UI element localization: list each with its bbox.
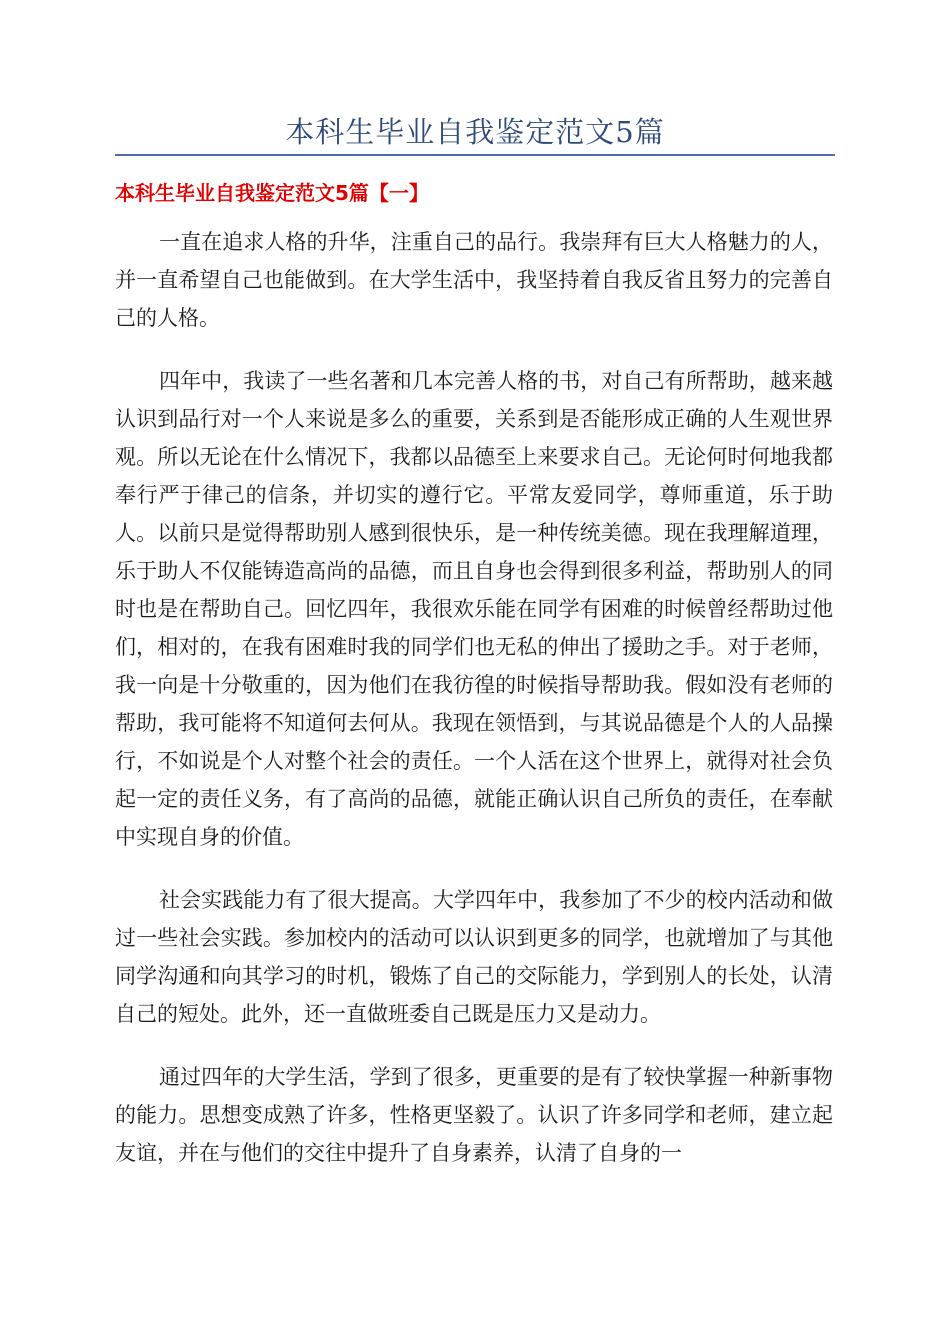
paragraph-4: 通过四年的大学生活，学到了很多，更重要的是有了较快掌握一种新事物的能力。思想变成熟了许多，性格更坚毅了。认识了许多同学和老师，建立起友谊，并在与他们的交往中提升了自身素养，认清了自身的一 [115, 1065, 833, 1165]
paragraph-3: 社会实践能力有了很大提高。大学四年中，我参加了不少的校内活动和做过一些社会实践。参加校内的活动可以认识到更多的同学，也就增加了与其他同学沟通和向其学习的时机，锻炼了自己的交际能力，学到别人的长处，认清自己的短处。此外，还一直做班委自己既是压力又是动力。 [115, 888, 833, 1026]
paragraph-1: 一直在追求人格的升华，注重自己的品行。我崇拜有巨大人格魅力的人，并一直希望自己也能做到。在大学生活中，我坚持着自我反省且努力的完善自己的人格。 [115, 230, 833, 330]
section-heading: 本科生毕业自我鉴定范文5篇【一】 [115, 181, 429, 205]
document-title: 本科生毕业自我鉴定范文5篇 [285, 115, 665, 149]
paragraph-2: 四年中，我读了一些名著和几本完善人格的书，对自己有所帮助，越来越认识到品行对一个人来说是多么的重要，关系到是否能形成正确的人生观世界观。所以无论在什么情况下，我都以品德至上来要求自己。无论何时何地我都奉行严于律己的信条，并切实的遵行它。平常友爱同学，尊师重道，乐于助人。以前只是觉得帮助别人感到很快乐，是一种传统美德。现在我理解道理，乐于助人不仅能铸造高尚的品德，而且自身也会得到很多利益，帮助别人的同时也是在帮助自己。回忆四年，我很欢乐能在同学有困难的时候曾经帮助过他们，相对的，在我有困难时我的同学们也无私的伸出了援助之手。对于老师，我一向是十分敬重的，因为他们在我彷徨的时候指导帮助我。假如没有老师的帮助，我可能将不知道何去何从。我现在领悟到，与其说品德是个人的人品操行，不如说是个人对整个社会的责任。一个人活在这个世界上，就得对社会负起一定的责任义务，有了高尚的品德，就能正确认识自己所负的责任，在奉献中实现自身的价值。 [115, 369, 833, 849]
title-underline [115, 154, 835, 156]
document-body [115, 223, 833, 1197]
